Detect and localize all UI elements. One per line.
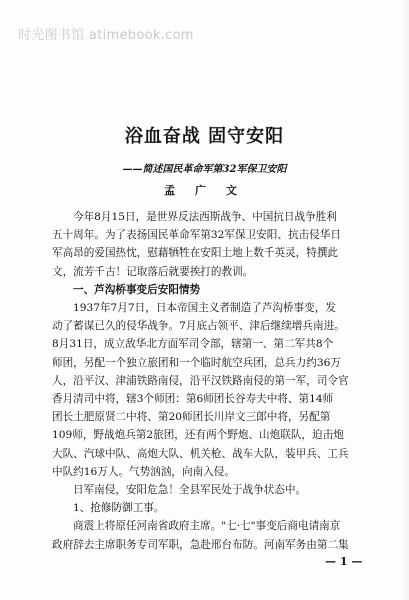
body-line: 1937年7月7日，日本帝国主义者制造了芦沟桥事变，发 [73, 302, 336, 315]
body-line: 动了蓄谋已久的侵华战争。7月底占领平、津后继续增兵南进。 [52, 320, 345, 333]
body-line: 香月清司中将，辖3个师团：第6师团长谷寿夫中将、第14师 [52, 393, 334, 406]
body-line: 团长土肥原贤二中将、第20师团长川岸文三郎中将，另配第 [52, 411, 331, 424]
article-author: 孟 广 文 [164, 184, 245, 197]
body-line: 1、抢修防御工事。 [73, 502, 165, 515]
body-line: 文，流芳千古！记取落后就要挨打的教训。 [52, 265, 254, 278]
body-line: 8月31日，成立敌华北方面军司令部，辖第一、第二军共8个 [52, 338, 334, 351]
body-line: 今年8月15日，是世界反法西斯战争、中国抗日战争胜利 [73, 211, 337, 223]
body-line: 日军南侵，安阳危急！全县军民处于战争状态中。 [73, 484, 307, 497]
body-line: 大队、汽球中队、高炮大队、机关枪、战车大队，装甲兵、工兵 [52, 447, 349, 460]
section-heading: 一、芦沟桥事变后安阳情势 [73, 283, 201, 296]
article-body [52, 208, 388, 554]
body-line: 军高昂的爱国热忱，慰藉牺牲在安阳土地上数千英灵，特撰此 [52, 247, 339, 260]
body-line: 五十周年。为了表扬国民革命军第32军保卫安阳、抗击侵华日 [52, 229, 341, 242]
page-number: — 1 — [325, 555, 363, 568]
body-line: 中队约16万人。气势汹汹，向南入侵。 [52, 465, 235, 478]
body-line: 师团，另配一个独立旅团和一个临时航空兵团，总兵力约36万 [52, 356, 341, 369]
body-line: 109师，野战炮兵第2旅团，还有两个野炮、山炮联队，迫击炮 [52, 429, 344, 442]
body-line: 商震上将原任河南省政府主席。"七·七"事变后商电请南京 [73, 520, 341, 533]
body-line: 人，沿平汉、津浦铁路南侵，沿平汉铁路南侵的第一军，司令官 [52, 374, 349, 387]
body-line: 政府辞去主席职务专司军职，急赴邢台布防。河南军务由第二集 [52, 538, 349, 551]
article-subtitle: ——简述国民革命军第32军保卫安阳 [122, 164, 287, 175]
page-edge-shadow [399, 0, 409, 600]
article-title: 浴血奋战 固守安阳 [124, 126, 285, 147]
watermark: 时光图书馆 atimebook.com [18, 28, 194, 43]
